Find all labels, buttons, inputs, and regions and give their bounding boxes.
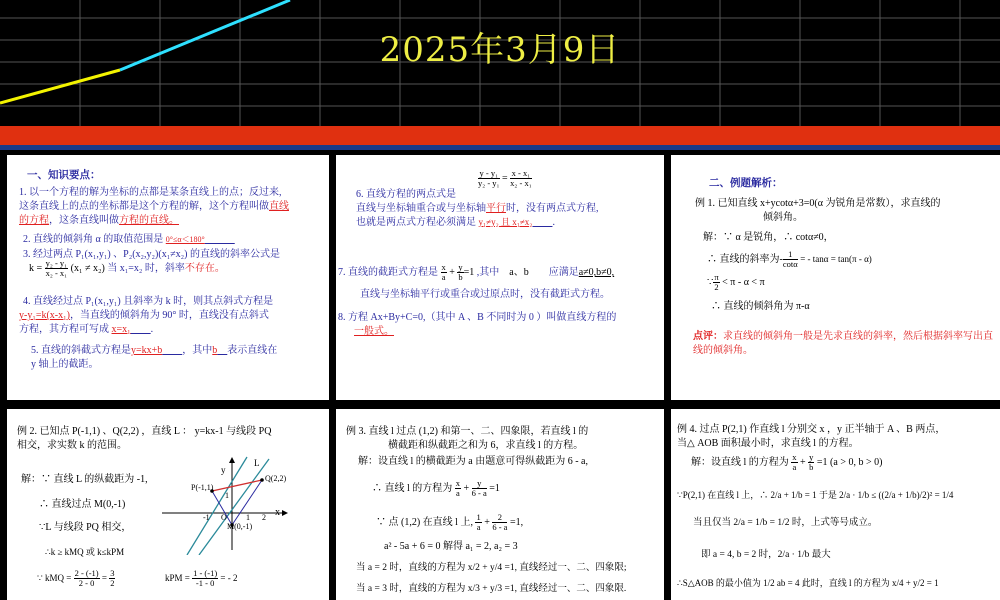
solution-line-1: 解：设直线 l 的横截距为 a 由题意可得纵截距为 6 - a, — [358, 456, 588, 467]
graph-tick-minus-1: -1 — [203, 513, 210, 522]
graph-tick-2: 2 — [262, 513, 266, 522]
solution-line-3: ∵L 与线段 PQ 相交， — [39, 522, 132, 533]
graph-label-x: x — [275, 507, 280, 518]
solution-line-2: ∴ 直线的斜率为- $\frac{1}{\cot\alpha}$ = - tanα = tan(π - α) — [707, 249, 872, 270]
item-8-line-1: 8. 方程 Ax+By+C=0,（其中 A 、B 不同时为 0 ）叫做直线方程的 — [338, 312, 617, 323]
solution-line-4: ∴k ≥ kMQ 或 k≤kPM — [45, 547, 125, 557]
title-banner — [0, 0, 1000, 150]
graph-tick-y1: 1 — [225, 491, 229, 500]
graph-label-y: y — [221, 465, 226, 475]
solution-line-3: ∵ 点 (1,2) 在直线 l 上, $\frac{1}{a}$ + $\frac{2}{6 - a}$ =1, — [376, 512, 524, 533]
solution-line-4: ∴ 直线的倾斜角为 π-α — [711, 301, 810, 312]
item-4-line-2: y-y₁=k(x-x₁)，当直线的倾斜角为 90° 时，直线没有点斜式 — [19, 310, 269, 321]
item-7-line-1: 7. 直线的截距式方程是 $\frac{x}{a}$ + $\frac{y}{b}$ =1 ,其中 a、b 应满足a≠0,b≠0, — [338, 262, 615, 283]
solution-line-1: 解：∵ α 是锐角，∴ cotα≠0， — [703, 232, 834, 243]
item-6-line-3: 也就是两点式方程必须满足 y₁≠y₂ 且 x₁≠x₂ . — [356, 217, 555, 228]
item-3-line-1: 3. 经过两点 P₁(x₁,y₁) 、P₂(x₂,y₂)(x₁≠x₂) 的直线的斜率公式是 — [23, 249, 280, 260]
solution-line-2: ∵P(2,1) 在直线 l 上，∴ 2/a + 1/b = 1 于是 2/a · 1/b ≤ ((2/a + 1/b)/2)² = 1/4 — [677, 490, 954, 500]
item-4-line-1: 4. 直线经过点 P₁(x₁,y₁) 且斜率为 k 时，则其点斜式方程是 — [23, 296, 274, 307]
example-4-panel — [671, 409, 1000, 600]
example-1-line-2: 倾斜角。 — [763, 212, 803, 223]
blue-band — [0, 145, 1000, 150]
example-1-panel — [671, 155, 1000, 400]
item-8-line-2: 一般式。 — [354, 326, 394, 337]
item-4-line-3: 方程，其方程可写成 x=x₁ . — [19, 324, 154, 335]
item-5-line-2: y 轴上的截距。 — [31, 359, 99, 370]
item-2: 2. 直线的倾斜角 α 的取值范围是 0°≤α＜180° — [23, 234, 205, 245]
example-2-panel — [7, 409, 329, 600]
example-4-line-1: 例 4. 过点 P(2,1) 作直线 l 分别交 x ，y 正半轴于 A 、B 两点， — [677, 424, 946, 435]
solution-line-2: ∴ 直线过点 M(0,-1) — [39, 499, 126, 510]
example-3-panel — [336, 409, 664, 600]
solution-line-1: 解：∵ 直线 L 的纵截距为 -1, — [21, 474, 148, 485]
slope-mq: ∵ kMQ = $\frac{2 - (-1)}{2 - 0}$ = $\frac{3}{2}$ — [37, 568, 115, 589]
solution-line-2: ∴ 直线 l 的方程为 $\frac{x}{a}$ + $\frac{y}{6 - a}$ =1 — [372, 478, 500, 499]
example-3-line-2: 横截距和纵截距之和为 6，求直线 l 的方程。 — [388, 440, 584, 451]
graph-label-q: Q(2,2) — [265, 474, 287, 483]
graph-label-p: P(-1,1) — [191, 483, 214, 492]
graph-tick-1: 1 — [246, 513, 250, 522]
item-1-line-1: 1. 以一个方程的解为坐标的点都是某条直线上的点；反过来, — [19, 187, 282, 198]
remark: 点评：求直线的倾斜角一般是先求直线的斜率，然后根据斜率写出直线的倾斜角。 — [693, 331, 993, 356]
slope-formula: k = $\frac{\text{y₂ - y₁}}{\text{x₂ - x₁}}$ (x₁ ≠ x₂) 当 x₁=x₂ 时，斜率不存在。 — [29, 258, 225, 279]
solution-line-4: a² - 5a + 6 = 0 解得 a₁ = 2, a₂ = 3 — [384, 541, 518, 552]
solution-line-4: 即 a = 4, b = 2 时，2/a · 1/b 最大 — [701, 550, 831, 560]
red-band — [0, 126, 1000, 145]
solution-line-6: 当 a = 3 时，直线的方程为 x/3 + y/3 =1, 直线经过一、二、四象限. — [356, 584, 627, 594]
item-6-line-2: 直线与坐标轴重合或与坐标轴平行时，没有两点式方程, — [356, 203, 599, 214]
example-3-line-1: 例 3. 直线 l 过点 (1,2) 和第一、二、四象限，若直线 l 的 — [346, 426, 589, 437]
solution-line-3: 当且仅当 2/a = 1/b = 1/2 时，上式等号成立。 — [693, 518, 878, 528]
example-2-line-2: 相交，求实数 k 的范围。 — [17, 440, 127, 451]
solution-line-5: 当 a = 2 时，直线的方程为 x/2 + y/4 =1, 直线经过一、二、四象限; — [356, 563, 627, 573]
item-1-line-2: 这条直线上的点的坐标都是这个方程的解，这个方程叫做直线 — [19, 201, 289, 212]
example-4-line-2: 当△ AOB 面积最小时，求直线 l 的方程。 — [677, 438, 859, 449]
solution-line-3: ∵ $\frac{\pi}{2}$ < π - α < π — [707, 272, 765, 293]
solution-line-5: ∴S△AOB 的最小值为 1/2 ab = 4 此时，直线 l 的方程为 x/4 + y/2 = 1 — [677, 578, 939, 588]
line-equation-panel — [336, 155, 664, 400]
graph-label-m: M(0,-1) — [227, 522, 253, 531]
graph-label-l: L — [254, 458, 260, 468]
slope-pm: kPM = $\frac{1 - (-1)}{-1 - 0}$ = - 2 — [165, 568, 238, 589]
page-title: 2025年3月9日 — [379, 30, 621, 70]
item-1-line-3: 的方程，这条直线叫做方程的直线。 — [19, 215, 179, 226]
example-2-line-1: 例 2. 已知点 P(-1,1) 、Q(2,2) ，直线 L ： y=kx-1 与线段 PQ — [17, 426, 272, 437]
graph-label-o: O — [221, 513, 227, 522]
section-heading: 一、知识要点： — [27, 170, 101, 181]
example-1-line-1: 例 1. 已知直线 x+ycotα+3=0(α 为锐角是常数），求直线的 — [695, 198, 941, 209]
section-heading: 二、例题解析： — [709, 178, 783, 189]
solution-line-1: 解：设直线 l 的方程为 $\frac{x}{a}$ + $\frac{y}{b}$ =1 (a > 0, b > 0) — [691, 452, 883, 473]
item-5-line-1: 5. 直线的斜截式方程是y=kx+b ，其中b 表示直线在 — [31, 345, 278, 356]
knowledge-panel — [7, 155, 329, 400]
item-6-line-1: 6. 直线方程的两点式是 — [356, 189, 456, 200]
two-point-formula: $\frac{\text{y - y₁}}{\text{y₂ - y₁}}$ = $\frac{\text{x - x₁}}{\text{x₂ - x₁}}$ — [478, 168, 532, 189]
coordinate-graph — [157, 455, 297, 555]
item-7-line-2: 直线与坐标轴平行或重合或过原点时，没有截距式方程。 — [360, 289, 610, 300]
yellow-diagonal-line — [0, 70, 120, 103]
